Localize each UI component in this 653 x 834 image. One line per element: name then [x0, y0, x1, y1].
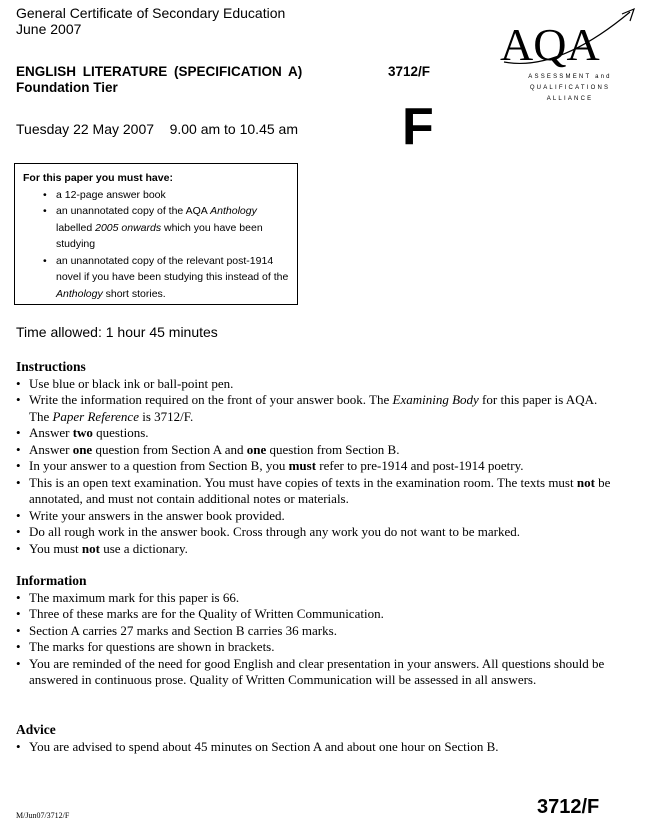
instruction-text: Write your answers in the answer book provided. [29, 507, 285, 523]
footer-reference: M/Jun07/3712/F [16, 811, 70, 820]
aqa-logo [498, 4, 644, 104]
information-heading: Information [16, 573, 87, 588]
list-item [29, 508, 616, 525]
instruction-bold: must [288, 458, 317, 473]
materials-item-italic: Anthology [56, 287, 103, 300]
instruction-text: This is an open text examination. You must have copies of texts in the examination room. The texts must [29, 474, 577, 490]
subject-block [16, 64, 302, 96]
instruction-text: Answer [29, 425, 73, 440]
advice-heading: Advice [16, 722, 56, 737]
materials-item-text: an unannotated copy of the AQA [56, 205, 211, 217]
instruction-text: Do all rough work in the answer book. Cross through any work you do not want to be marked. [29, 524, 521, 539]
instructions-section [16, 359, 616, 557]
list-item [29, 541, 616, 558]
materials-heading: For this paper you must have: [23, 172, 173, 184]
instruction-text: questions. [92, 425, 149, 440]
information-section [16, 573, 616, 689]
instruction-text: Write the information required on the front of your answer book. The [29, 392, 393, 407]
list-item: • You are reminded of the need for good English and clear presentation in your answers. All questions should be answered in continuous prose. Quality of Written Communication will be assessed in all answers. [29, 656, 616, 689]
logo-wordmark: AQA [500, 19, 600, 70]
tier-letter: F [402, 98, 434, 156]
instructions-heading: Instructions [16, 359, 86, 374]
subject-title: ENGLISH LITERATURE (SPECIFICATION A) [16, 64, 303, 79]
list-item: • You are advised to spend about 45 minutes on Section A and about one hour on Section B. [29, 739, 616, 756]
list-item [56, 187, 289, 204]
materials-item-italic: Anthology [210, 205, 257, 217]
instruction-text: use a dictionary. [99, 540, 188, 556]
list-item: • Section A carries 27 marks and Section B carries 36 marks. [29, 623, 616, 640]
list-item [29, 524, 616, 541]
list-item [29, 392, 616, 425]
list-item [29, 475, 616, 508]
certificate-title: General Certificate of Secondary Education [16, 5, 286, 21]
list-item [29, 442, 616, 459]
instruction-bold: not [81, 540, 100, 556]
instruction-bold: two [72, 425, 93, 440]
advice-section [16, 722, 616, 755]
instruction-text: You must [29, 540, 82, 556]
aqa-wordmark-icon [498, 4, 644, 104]
materials-item-text: short stories. [102, 287, 166, 300]
footer-paper-code: 3712/F [537, 796, 600, 818]
materials-item-italic: 2005 onwards [95, 221, 162, 234]
list-item [56, 203, 289, 253]
paper-code: 3712/F [388, 64, 431, 79]
list-item: • The marks for questions are shown in brackets. [29, 639, 616, 656]
tier-label: Foundation Tier [16, 80, 118, 95]
list-item: • Three of these marks are for the Quality of Written Communication. [29, 606, 616, 623]
materials-box [14, 163, 298, 305]
instruction-text: question from Section B. [266, 441, 400, 457]
instruction-italic: Paper Reference [52, 408, 139, 424]
instruction-text: Answer [29, 441, 73, 457]
list-item: • The maximum mark for this paper is 66. [29, 590, 616, 607]
materials-item-text: a 12-page answer book [56, 188, 166, 201]
instruction-bold: not [576, 474, 595, 490]
list-item [56, 253, 289, 303]
instruction-text: is 3712/F. [138, 408, 194, 424]
list-item [29, 425, 616, 442]
instruction-text: refer to pre-1914 and post-1914 poetry. [316, 458, 524, 473]
list-item [29, 458, 616, 475]
logo-line-3: ALLIANCE [546, 96, 594, 102]
instruction-text: In your answer to a question from Section B, you [29, 458, 289, 473]
logo-line-1: ASSESSMENT and [528, 74, 612, 80]
certificate-header [16, 5, 285, 37]
materials-item-text: which you have been studying [56, 221, 263, 250]
advice-list [16, 739, 616, 756]
instruction-bold: one [246, 441, 267, 457]
list-item [29, 376, 616, 393]
instruction-text: for this paper is AQA. The [29, 392, 598, 424]
instruction-text: Use blue or black ink or ball-point pen. [29, 375, 234, 391]
instruction-text: question from Section A and [92, 441, 247, 457]
time-allowed: Time allowed: 1 hour 45 minutes [16, 324, 218, 340]
materials-list [23, 187, 289, 303]
instruction-bold: one [72, 441, 93, 457]
exam-session: June 2007 [16, 21, 82, 37]
instruction-text: be annotated, and must not contain additional notes or materials. [29, 474, 611, 506]
information-list [16, 590, 616, 689]
logo-line-2: QUALIFICATIONS [529, 85, 611, 91]
materials-item-text: an unannotated copy of the relevant post-1914 novel if you have been studying this instead of the [56, 254, 289, 283]
instructions-list [16, 376, 616, 558]
instruction-italic: Examining Body [392, 392, 479, 407]
exam-date-time: Tuesday 22 May 2007 9.00 am to 10.45 am [16, 121, 298, 137]
materials-item-text: labelled [56, 221, 96, 234]
